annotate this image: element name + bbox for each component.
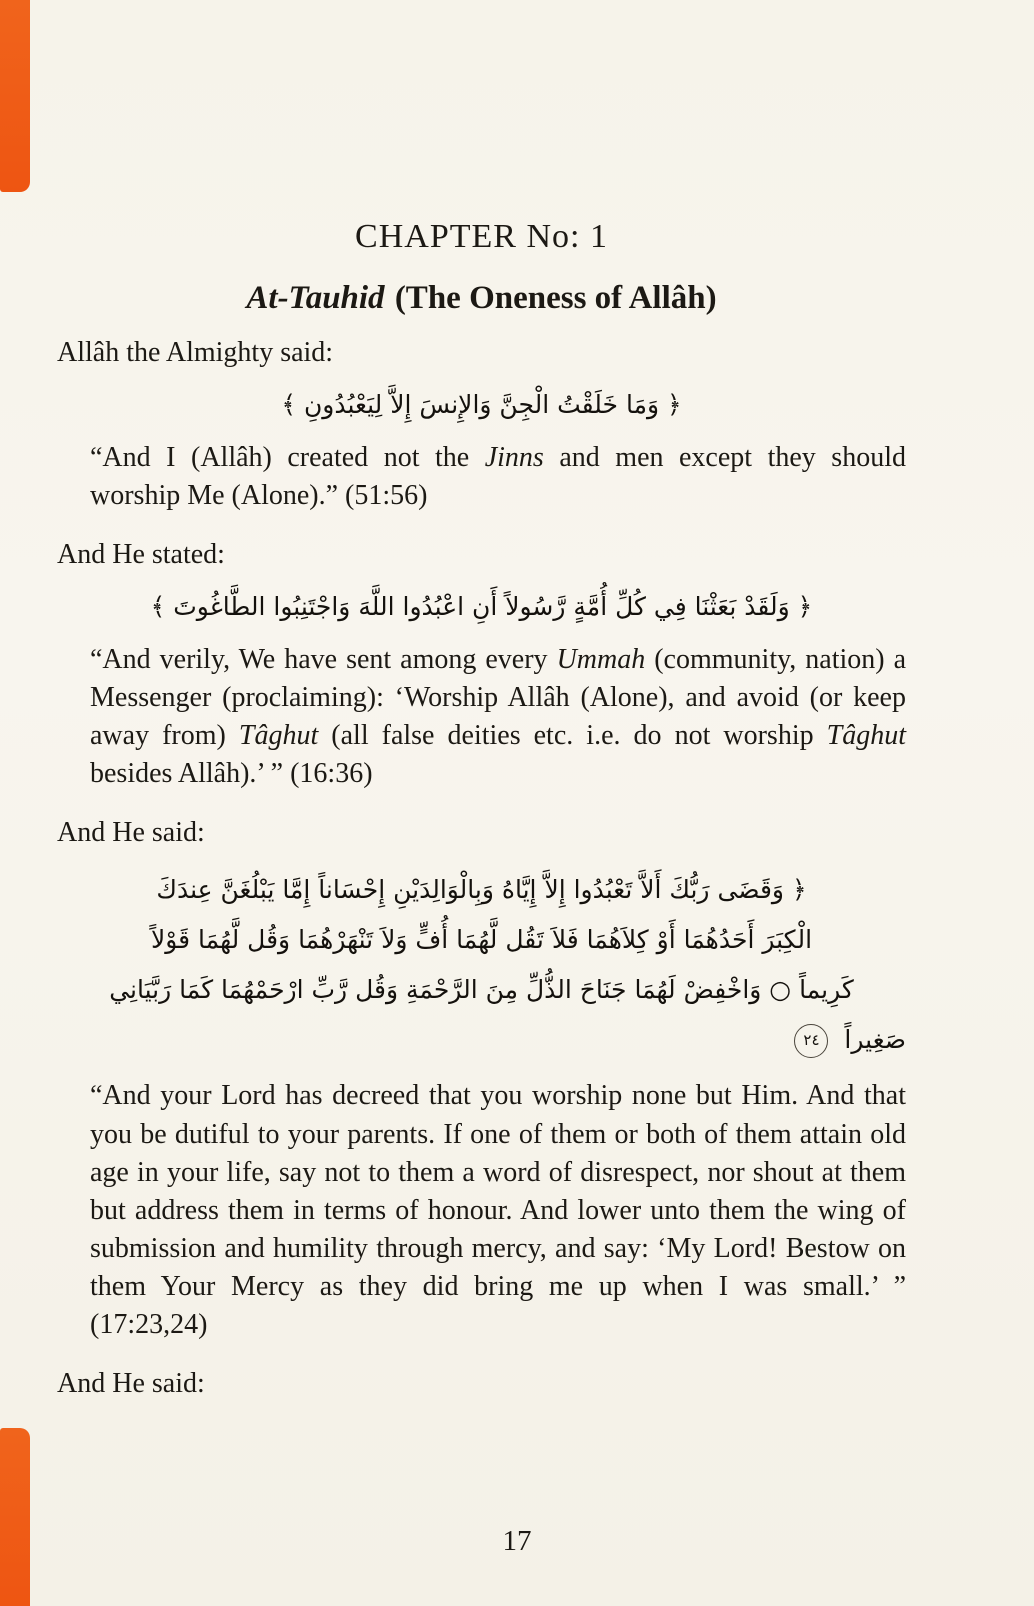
text-segment: “And I (Allâh) created not the xyxy=(90,442,485,473)
text-segment: and men except they should worship Me (Alone).” (51:56) xyxy=(90,442,906,512)
chapter-title-translation: (The Oneness of Allâh) xyxy=(386,280,717,316)
text-segment: “And your Lord has decreed that you worship none but Him. And that you be dutiful to your parents. If one of them or both of them attain old age in your life, say not to them a word of disrespect, nor shout at them but address them in terms of honour. And lower unto them the wing of submission and humility through mercy, and say: ‘My Lord! Bestow on them Your Mercy as they did bring me up when I was small.’ ” (17:23,24) xyxy=(90,1080,906,1340)
arabic-line xyxy=(57,1015,906,1065)
chapter-title-transliteration: At-Tauhid xyxy=(246,280,385,316)
arabic-line: الْكِبَرَ أَحَدُهُمَا أَوْ كِلاَهُمَا فَلاَ تَقُل لَّهُمَا أُفٍّ وَلاَ تَنْهَرْهُمَا وَقُل لَّهُمَا قَوْلاً xyxy=(150,925,813,955)
text-segment: (community, nation) a Messenger (proclaiming): ‘Worship Allâh (Alone), and avoid (or keep away from) xyxy=(90,644,907,752)
arabic-verse-17-23-24 xyxy=(57,865,906,1065)
text-segment: (all false deities etc. i.e. do not worship xyxy=(318,720,827,752)
lead-and-he-stated: And He stated: xyxy=(57,539,225,571)
ayah-number-ornament: ٢٤ xyxy=(794,1024,828,1058)
arabic-verse-51-56: ﴿ وَمَا خَلَقْتُ الْجِنَّ وَالإِنسَ إِلاَّ لِيَعْبُدُونِ ﴾ xyxy=(281,390,682,419)
page-number: 17 xyxy=(502,1525,532,1557)
translation-16-36 xyxy=(90,641,906,793)
translation-17-23-24 xyxy=(90,1077,906,1344)
lead-and-he-said: And He said: xyxy=(57,817,205,849)
arabic-verse-16-36: ﴿ وَلَقَدْ بَعَثْنَا فِي كُلِّ أُمَّةٍ رَّسُولاً أَنِ اعْبُدُوا اللَّهَ وَاجْتَنِبُوا الطَّاغُوتَ ﴾ xyxy=(150,592,813,622)
arabic-last-word: صَغِيراً xyxy=(844,1025,906,1055)
text-segment: “And verily, We have sent among every xyxy=(90,644,557,676)
text-segment-italic: Ummah xyxy=(556,644,646,676)
chapter-title xyxy=(57,280,906,317)
lead-allah-almighty-said: Allâh the Almighty said: xyxy=(57,337,334,368)
text-segment-italic: Jinns xyxy=(484,442,544,473)
chapter-heading: CHAPTER No: 1 xyxy=(355,218,608,255)
arabic-line: ﴿ وَقَضَى رَبُّكَ أَلاَّ تَعْبُدُوا إِلاَّ إِيَّاهُ وَبِالْوَالِدَيْنِ إِحْسَاناً إِمَّا يَبْلُغَنَّ عِندَكَ xyxy=(156,875,807,905)
arabic-line: كَرِيماً ○ وَاخْفِضْ لَهُمَا جَنَاحَ الذُّلِّ مِنَ الرَّحْمَةِ وَقُل رَّبِّ ارْحَمْهُمَا كَمَا رَبَّيَانِي xyxy=(109,975,854,1005)
text-segment: besides Allâh).’ ” (16:36) xyxy=(90,758,373,790)
translation-51-56 xyxy=(90,439,906,515)
lead-and-he-said-footer: And He said: xyxy=(57,1368,205,1400)
text-segment-italic: Tâghut xyxy=(238,720,319,752)
text-segment-italic: Tâghut xyxy=(826,720,906,752)
